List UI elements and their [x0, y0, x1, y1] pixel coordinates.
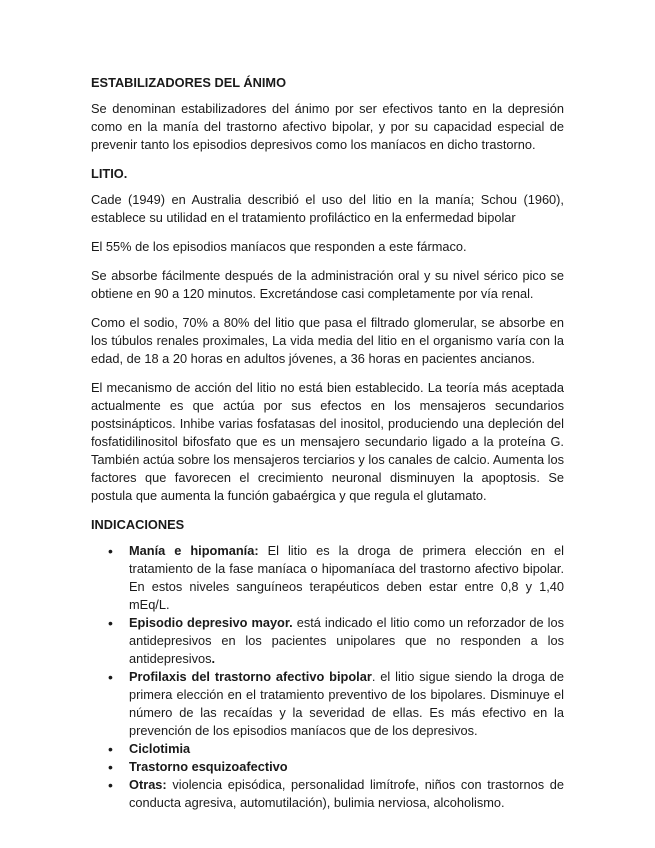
lithium-paragraph-response: El 55% de los episodios maníacos que responden a este fármaco. [91, 239, 467, 254]
indication-item-depression [91, 614, 564, 668]
lithium-paragraph-mechanism: El mecanismo de acción del litio no está bien establecido. La teoría más aceptada actualmente es que actúa por sus efectos en los mensajeros secundarios postsinápticos. Inhibe varias fosfatasas del inositol, produciendo una depleción del fosfatidilinositol bifosfato que es un mensajero secundario ligado a la proteína G. También actúa sobre los mensajeros terciarios y los canales de calcio. Aumenta los factores que favorecen el crecimiento neuronal disminuyen la apoptosis. Se postula que aumenta la función gabaérgica y que regula el glutamato. [91, 380, 565, 503]
indication-lead: Manía e hipomanía: [129, 543, 259, 558]
indication-trail: . [211, 651, 216, 666]
indication-item-mania [91, 542, 564, 614]
indication-item-schizoaffective [91, 758, 564, 776]
lithium-paragraph-half-life: Como el sodio, 70% a 80% del litio que pasa el filtrado glomerular, se absorbe en los túbulos renales proximales, La vida media del litio en el organismo varía con la edad, de 18 a 20 horas en adultos jóvenes, a 36 horas en pacientes ancianos. [91, 315, 564, 366]
intro-paragraph: Se denominan estabilizadores del ánimo por ser efectivos tanto en la depresión como en la manía del trastorno afectivo bipolar, y por su capacidad especial de prevenir tanto los episodios depresivos como los maníacos en dicho trastorno. [91, 101, 564, 152]
bullet-icon: • [108, 777, 113, 793]
indication-text: . el litio sigue siendo la droga de primera elección en el tratamiento preventivo de los bipolares. Disminuye el número de las recaídas y la severidad de ellas. Es más efectivo en la prevención de los episodios maníacos que de los depresivos. [129, 669, 564, 738]
indications-list [91, 542, 564, 812]
bullet-icon: • [108, 669, 113, 685]
indication-item-prophylaxis [91, 668, 564, 740]
indication-lead: Trastorno esquizoafectivo [129, 759, 288, 774]
indication-lead: Ciclotimia [129, 741, 191, 756]
lithium-paragraph-absorption: Se absorbe fácilmente después de la administración oral y su nivel sérico pico se obtiene en 90 a 120 minutos. Excretándose casi completamente por vía renal. [91, 268, 564, 301]
indication-lead: Profilaxis del trastorno afectivo bipolar [129, 669, 372, 684]
bullet-icon: • [108, 741, 113, 757]
indication-text: violencia episódica, personalidad limítrofe, niños con trastornos de conducta agresiva, automutilación), bulimia nerviosa, alcoholismo. [129, 777, 564, 810]
document-title: ESTABILIZADORES DEL ÁNIMO [91, 75, 287, 90]
indication-item-cyclothymia [91, 740, 564, 758]
bullet-icon: • [108, 543, 113, 559]
indication-lead: Episodio depresivo mayor. [129, 615, 293, 630]
document-page [91, 74, 564, 812]
bullet-icon: • [108, 615, 113, 631]
indication-text: está indicado el litio como un reforzador de los antidepresivos en los pacientes unipolares que no responden a los antidepresivos [129, 615, 565, 666]
lithium-heading: LITIO. [91, 166, 128, 181]
lithium-paragraph-history: Cade (1949) en Australia describió el uso del litio en la manía; Schou (1960), establece su utilidad en el tratamiento profiláctico en la enfermedad bipolar [91, 192, 564, 225]
indication-item-others [91, 776, 564, 812]
bullet-icon: • [108, 759, 113, 775]
indications-heading: INDICACIONES [91, 517, 185, 532]
indication-text: El litio es la droga de primera elección en el tratamiento de la fase maníaca o hipomaníaca del trastorno afectivo bipolar. En estos niveles sanguíneos terapéuticos deben estar entre 0,8 y 1,40 mEq/L. [129, 543, 564, 612]
indication-lead: Otras: [129, 777, 167, 792]
